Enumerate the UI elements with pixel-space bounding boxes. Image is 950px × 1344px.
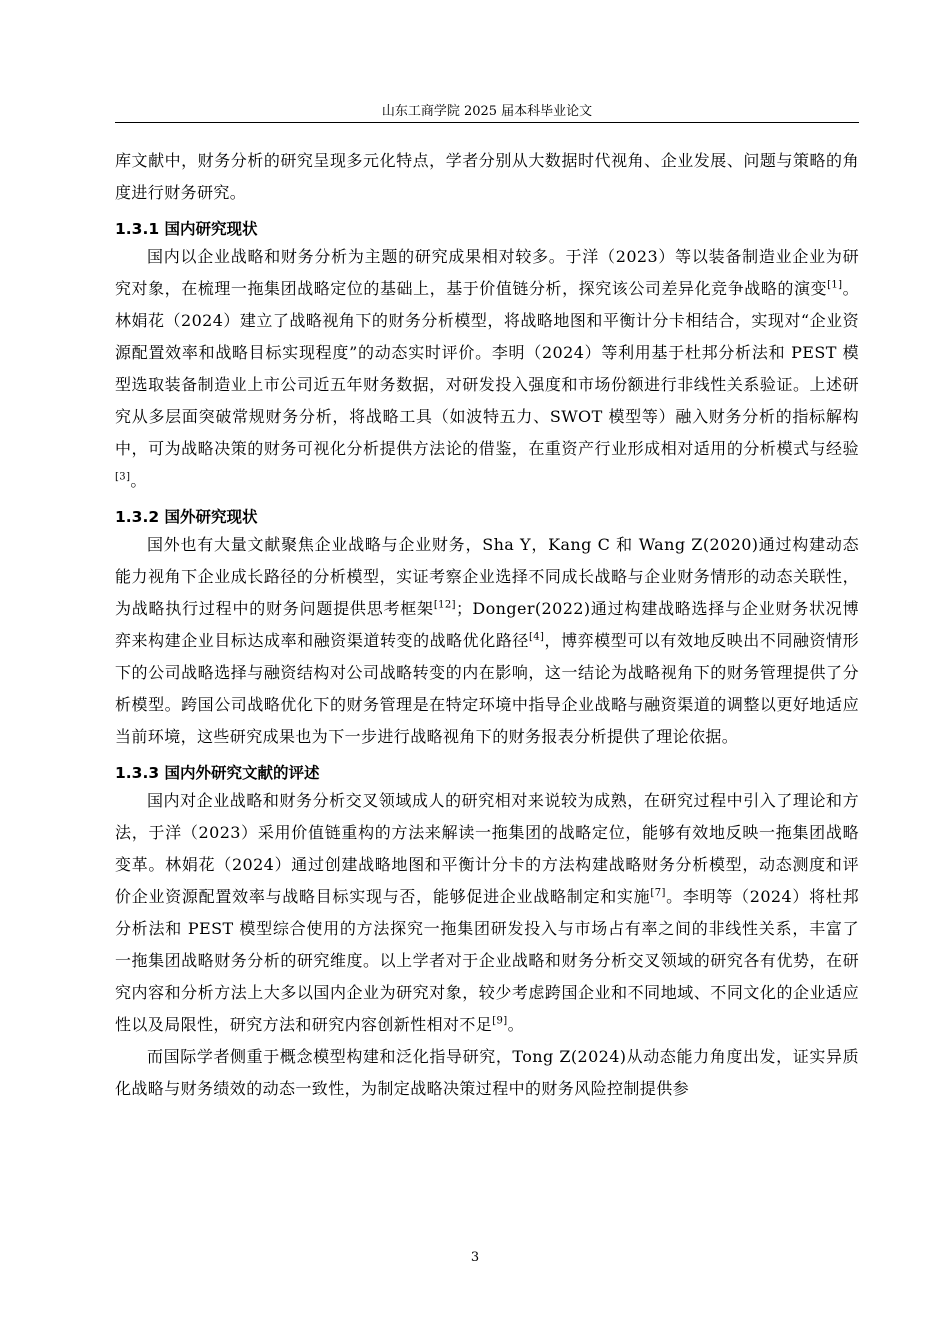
section-heading-1-3-2: 1.3.2 国外研究现状: [115, 508, 258, 526]
paragraph-text: 国外也有大量文献聚焦企业战略与企业财务，Sha Y，Kang C 和 Wang Z(2020)通过构建动态能力视角下企业成长路径的分析模型，实证考察企业选择不同成长战略与企业财务情形的动态关联性，为战略执行过程中的财务问题提供思考框架: [115, 535, 859, 618]
citation: [12]: [433, 599, 456, 611]
page-number: 3: [470, 1250, 480, 1265]
document-body: [115, 145, 859, 1105]
paragraph-text: 。林娟花（2024）建立了战略视角下的财务分析模型，将战略地图和平衡计分卡相结合，实现对“企业资源配置效率和战略目标实现程度”的动态实时评价。李明（2024）等利用基于杜邦分析法和 PEST 模型选取装备制造业上市公司近五年财务数据，对研发投入强度和市场份额进行非线性关系验证。上述研究从多层面突破常规财务分析，将战略工具（如波特五力、SWOT 模型等）融入财务分析的指标解构中，可为战略决策的财务可视化分析提供方法论的借鉴，在重资产行业形成相对适用的分析模式与经验: [115, 279, 859, 458]
paragraph-text: 。: [507, 1015, 524, 1034]
section-heading-1-3-3: 1.3.3 国内外研究文献的评述: [115, 764, 320, 782]
paragraph-foreign-research: [115, 529, 859, 753]
citation: [3]: [115, 471, 131, 483]
paragraph-text: 国内以企业战略和财务分析为主题的研究成果相对较多。于洋（2023）等以装备制造业企业为研究对象，在梳理一拖集团战略定位的基础上，基于价值链分析，探究该公司差异化竞争战略的演变: [115, 247, 859, 298]
paragraph-text: 。: [130, 471, 147, 490]
citation: [9]: [492, 1015, 508, 1027]
paragraph-international-scholars: 而国际学者侧重于概念模型构建和泛化指导研究，Tong Z(2024)从动态能力角度出发，证实异质化战略与财务绩效的动态一致性，为制定战略决策过程中的财务风险控制提供参: [115, 1047, 859, 1098]
paragraph-text: 。李明等（2024）将杜邦分析法和 PEST 模型综合使用的方法探究一拖集团研发投入与市场占有率之间的非线性关系，丰富了一拖集团战略财务分析的研究维度。以上学者对于企业战略和财务分析交叉领域的研究各有优势，在研究内容和分析方法上大多以国内企业为研究对象，较少考虑跨国企业和不同地域、不同文化的企业适应性以及局限性，研究方法和研究内容创新性相对不足: [115, 887, 859, 1034]
paragraph-text: 国内对企业战略和财务分析交叉领域成人的研究相对来说较为成熟，在研究过程中引入了理论和方法，于洋（2023）采用价值链重构的方法来解读一拖集团的战略定位，能够有效地反映一拖集团战略变革。林娟花（2024）通过创建战略地图和平衡计分卡的方法构建战略财务分析模型，动态测度和评价企业资源配置效率与战略目标实现与否，能够促进企业战略制定和实施: [115, 791, 859, 906]
paragraph-text: ；Donger(2022)通过构建战略选择与企业财务状况博弈来构建企业目标达成率和融资渠道转变的战略优化路径: [115, 599, 859, 650]
paragraph-literature-review: [115, 785, 859, 1041]
paragraph-text: ，博弈模型可以有效地反映出不同融资情形下的公司战略选择与融资结构对公司战略转变的内在影响，这一结论为战略视角下的财务管理提供了分析模型。跨国公司战略优化下的财务管理是在特定环境中指导企业战略与融资渠道的调整以更好地适应当前环境，这些研究成果也为下一步进行战略视角下的财务报表分析提供了理论依据。: [115, 631, 859, 746]
intro-paragraph: 库文献中，财务分析的研究呈现多元化特点，学者分别从大数据时代视角、企业发展、问题与策略的角度进行财务研究。: [115, 151, 859, 202]
section-heading-1-3-1: 1.3.1 国内研究现状: [115, 220, 258, 238]
citation: [7]: [650, 887, 666, 899]
citation: [4]: [528, 631, 545, 643]
citation: [1]: [827, 279, 843, 291]
paragraph-domestic-research: [115, 241, 859, 497]
header-rule: [115, 122, 859, 123]
running-header: 山东工商学院 2025 届本科毕业论文: [381, 104, 593, 119]
